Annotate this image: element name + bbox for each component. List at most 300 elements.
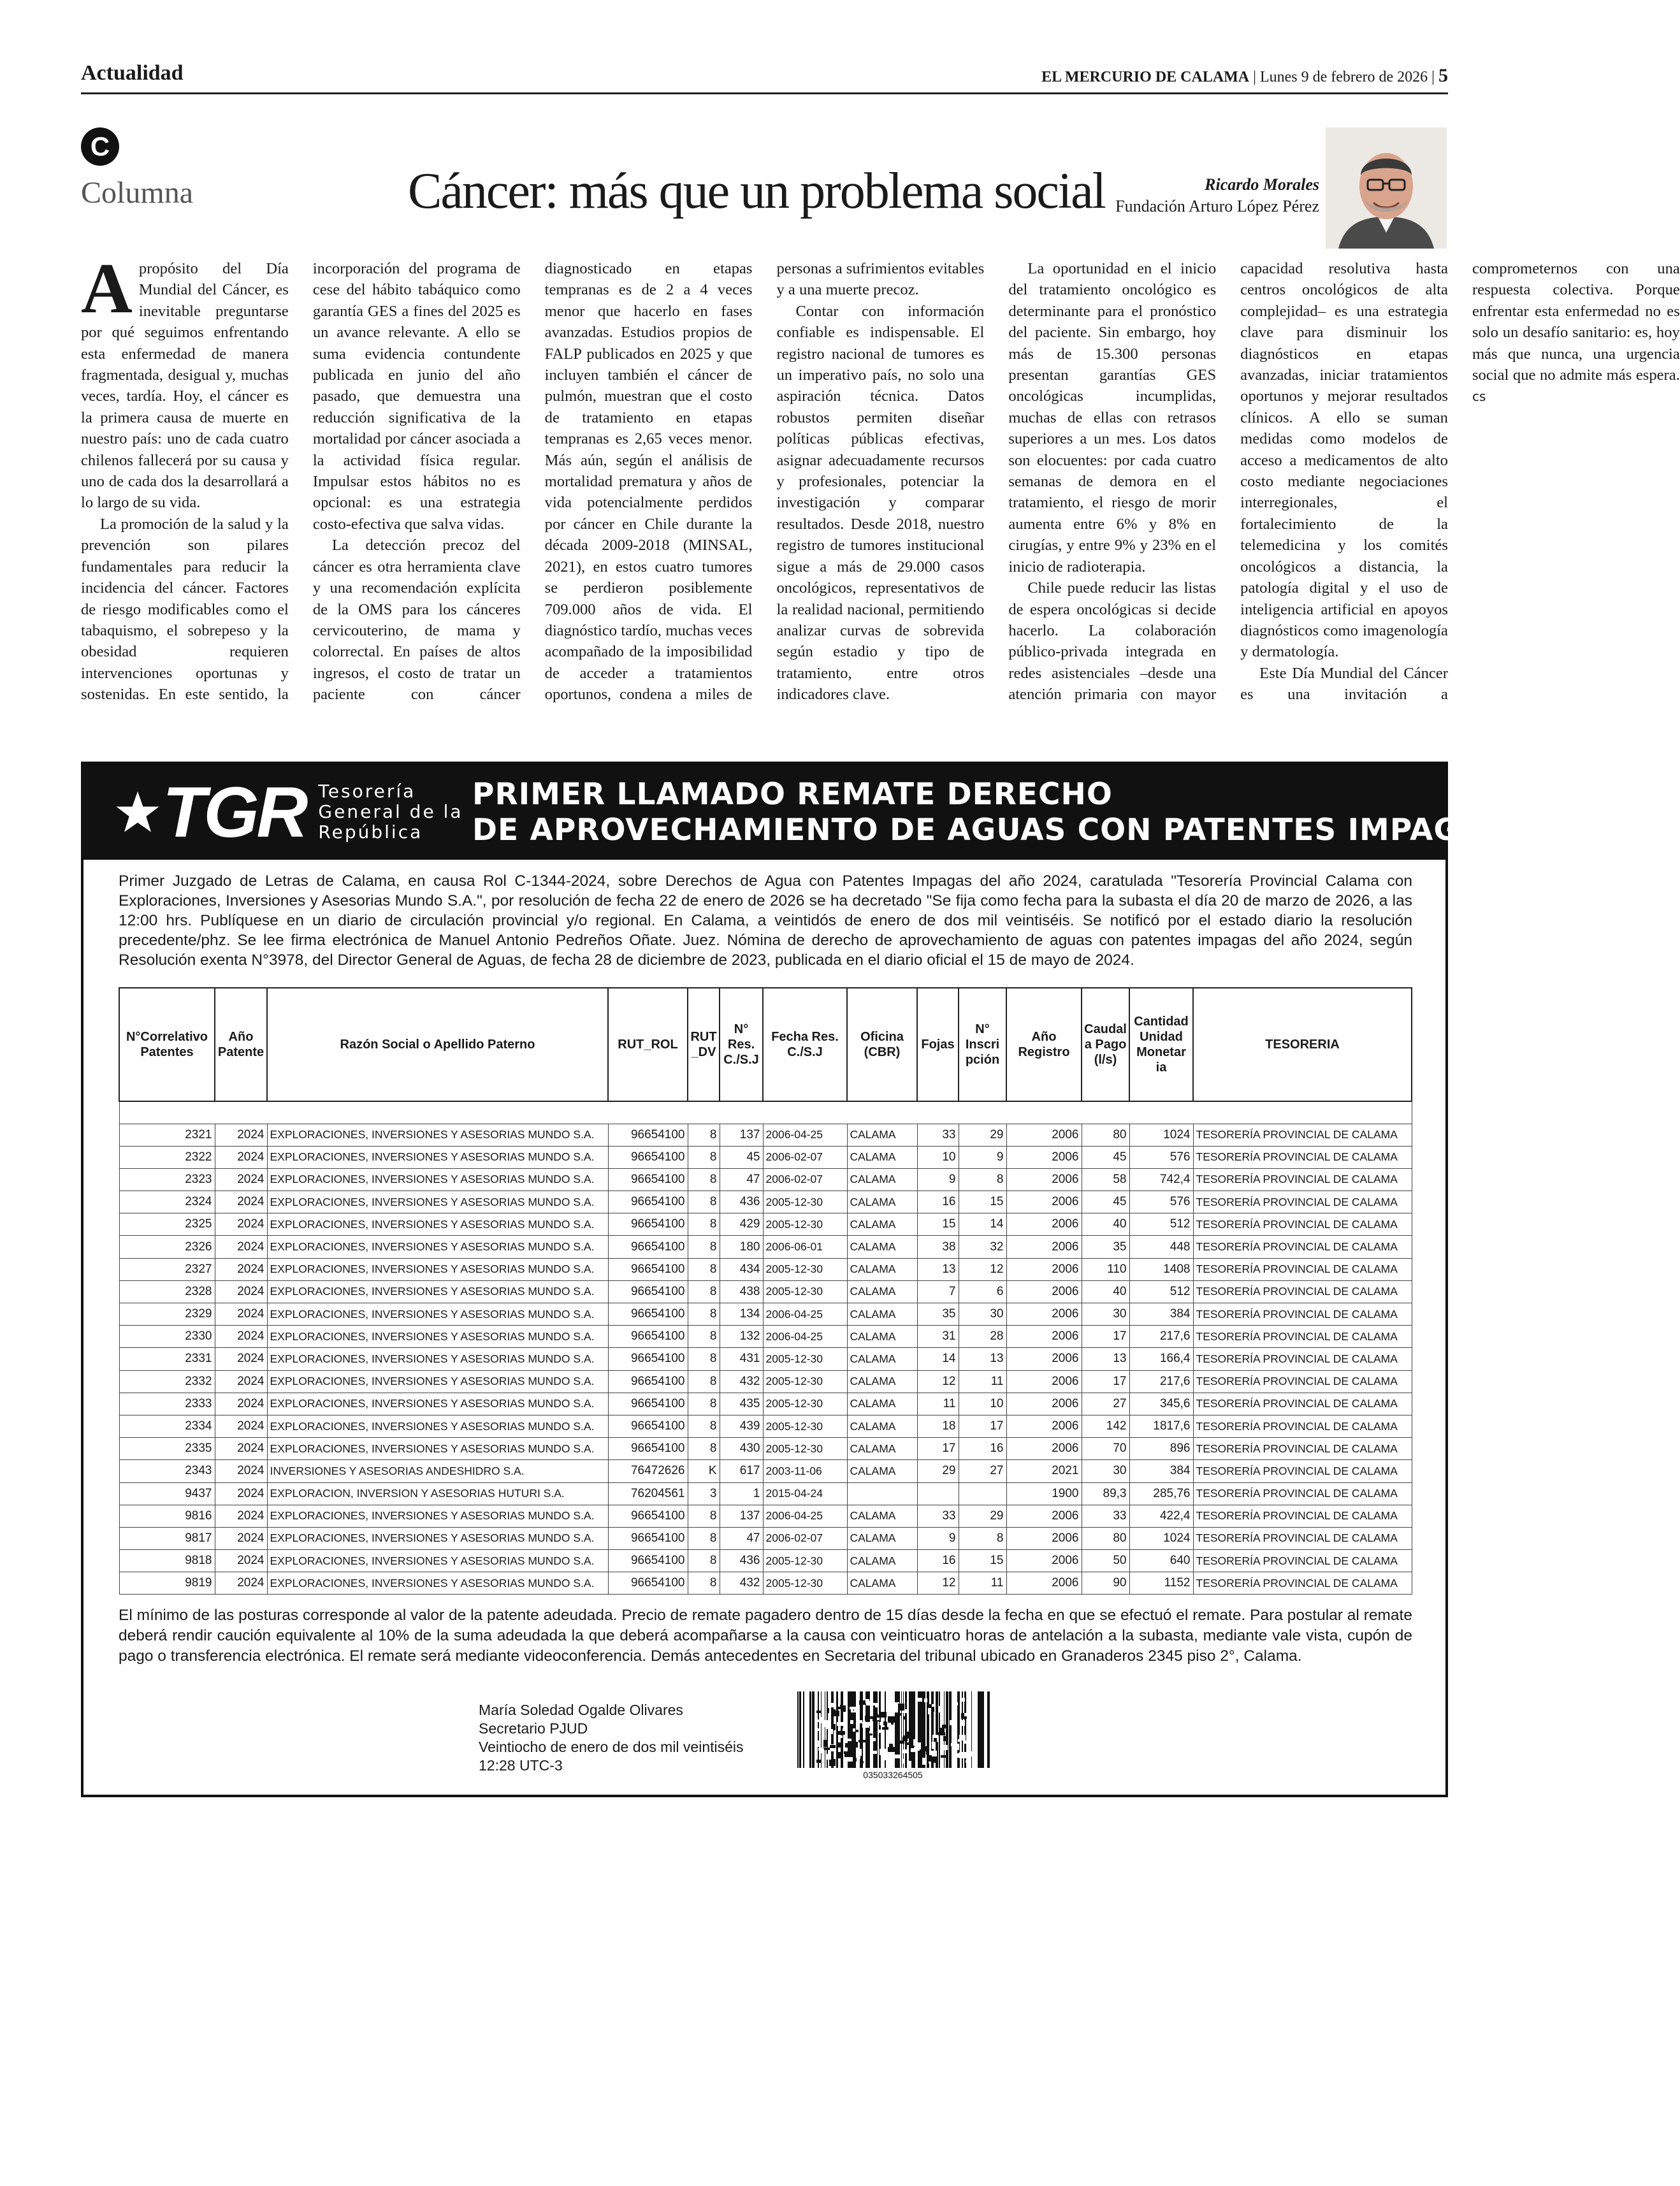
table-cell: 617 [720,1460,763,1482]
table-row [119,1550,1412,1572]
table-cell: 110 [1082,1258,1129,1280]
table-header-cell: RUT _DV [688,988,720,1101]
table-cell: 2006-02-07 [763,1168,847,1191]
table-cell: 89,3 [1082,1482,1129,1505]
table-cell: EXPLORACIONES, INVERSIONES Y ASESORIAS MUNDO S.A. [267,1124,608,1146]
table-cell: 3 [688,1482,720,1505]
table-cell: 8 [688,1236,720,1258]
portrait-illustration-icon [1326,127,1447,249]
table-cell [917,1482,959,1505]
table-cell: 2322 [119,1146,215,1168]
page-header [81,61,1448,94]
table-cell: 2006-06-01 [763,1236,847,1258]
table-cell: 1817,6 [1129,1415,1193,1437]
table-cell: EXPLORACIONES, INVERSIONES Y ASESORIAS MUNDO S.A. [267,1280,608,1303]
table-cell: CALAMA [847,1280,917,1303]
table-cell: EXPLORACIONES, INVERSIONES Y ASESORIAS MUNDO S.A. [267,1168,608,1191]
table-header-cell: Cantidad Unidad Monetar ia [1129,988,1193,1101]
table-cell: CALAMA [847,1326,917,1348]
signature-date: Veintiocho de enero de dos mil veintiséis [479,1739,744,1755]
table-cell: 2024 [215,1236,267,1258]
table-cell: EXPLORACIONES, INVERSIONES Y ASESORIAS MUNDO S.A. [267,1326,608,1348]
patents-table-wrapper [119,987,1412,1595]
table-cell: TESORERÍA PROVINCIAL DE CALAMA [1193,1482,1412,1505]
table-cell: 384 [1129,1460,1193,1482]
table-cell: 512 [1129,1280,1193,1303]
signature-time: 12:28 UTC-3 [479,1757,563,1774]
table-cell: EXPLORACIONES, INVERSIONES Y ASESORIAS MUNDO S.A. [267,1348,608,1370]
table-cell: EXPLORACION, INVERSION Y ASESORIAS HUTURI S.A. [267,1482,608,1505]
table-cell: 2006-04-25 [763,1124,847,1146]
table-cell: 96654100 [608,1348,688,1370]
table-cell: 8 [688,1146,720,1168]
table-cell: 96654100 [608,1258,688,1280]
auction-notice [81,762,1505,1797]
table-cell: 2024 [215,1572,267,1595]
table-cell: 2005-12-30 [763,1572,847,1595]
table-header-cell: Año Patente [215,988,267,1101]
table-cell: 2321 [119,1124,215,1146]
table-cell: TESORERÍA PROVINCIAL DE CALAMA [1193,1527,1412,1549]
table-cell: 2328 [119,1280,215,1303]
table-header-cell: Fojas [917,988,959,1101]
table-row [119,1280,1412,1303]
table-cell: 2335 [119,1438,215,1460]
table-cell: 96654100 [608,1550,688,1572]
table-cell: 8 [688,1303,720,1326]
table-cell: CALAMA [847,1303,917,1326]
table-cell: EXPLORACIONES, INVERSIONES Y ASESORIAS MUNDO S.A. [267,1527,608,1549]
article-paragraph-7: Este Día Mundial del Cáncer es una invitación a comprometernos con una respuesta colectiva. Porque enfrentar esta enfermedad no es solo un desafío sanitario: es, hoy más que nunca, una urgencia social que no admite más espera. cs [1240,260,1680,704]
table-cell: 2005-12-30 [763,1415,847,1437]
table-cell: 96654100 [608,1326,688,1348]
table-cell: 448 [1129,1236,1193,1258]
table-cell: 8 [688,1550,720,1572]
table-cell: 345,6 [1129,1393,1193,1415]
table-cell: 640 [1129,1550,1193,1572]
table-cell: TESORERÍA PROVINCIAL DE CALAMA [1193,1191,1412,1213]
table-cell: 8 [688,1393,720,1415]
table-cell: 96654100 [608,1370,688,1393]
table-cell: 439 [720,1415,763,1437]
table-cell: 11 [959,1572,1006,1595]
table-cell: 2332 [119,1370,215,1393]
table-cell: 132 [720,1326,763,1348]
table-cell: 217,6 [1129,1370,1193,1393]
tgr-logo-subtitle: Tesorería General de la República [318,781,463,843]
table-row [119,1393,1412,1415]
table-cell: 8 [688,1370,720,1393]
table-cell: 742,4 [1129,1168,1193,1191]
table-row [119,1505,1412,1527]
table-header-cell: Caudal a Pago (l/s) [1082,988,1129,1101]
table-cell: TESORERÍA PROVINCIAL DE CALAMA [1193,1213,1412,1236]
table-cell: 2006 [1006,1572,1082,1595]
table-cell: EXPLORACIONES, INVERSIONES Y ASESORIAS MUNDO S.A. [267,1505,608,1527]
star-icon [115,790,160,834]
table-cell: 27 [1082,1393,1129,1415]
table-header-cell: Oficina (CBR) [847,988,917,1101]
table-cell: 2005-12-30 [763,1370,847,1393]
table-cell: 2024 [215,1348,267,1370]
table-cell: 9437 [119,1482,215,1505]
table-cell: 16 [917,1191,959,1213]
table-cell: TESORERÍA PROVINCIAL DE CALAMA [1193,1124,1412,1146]
table-cell: 285,76 [1129,1482,1193,1505]
table-cell: 96654100 [608,1280,688,1303]
table-cell: 2024 [215,1370,267,1393]
table-cell: 134 [720,1303,763,1326]
table-cell: 2333 [119,1393,215,1415]
table-header-cell: N° Res. C./S.J [720,988,763,1101]
table-cell: 384 [1129,1303,1193,1326]
table-cell: 2005-12-30 [763,1438,847,1460]
table-cell: TESORERÍA PROVINCIAL DE CALAMA [1193,1303,1412,1326]
table-row [119,1370,1412,1393]
table-cell: 2327 [119,1258,215,1280]
column-badge: C [81,127,119,166]
table-cell: EXPLORACIONES, INVERSIONES Y ASESORIAS MUNDO S.A. [267,1550,608,1572]
table-cell: 2024 [215,1415,267,1437]
table-cell: 90 [1082,1572,1129,1595]
table-cell: 2006 [1006,1527,1082,1549]
table-cell: 12 [917,1572,959,1595]
table-cell: 40 [1082,1213,1129,1236]
table-cell: 8 [688,1415,720,1437]
table-cell: 96654100 [608,1415,688,1437]
table-cell: 2326 [119,1236,215,1258]
table-cell: 2006 [1006,1124,1082,1146]
table-row [119,1348,1412,1370]
table-cell: 2330 [119,1326,215,1348]
table-cell: 11 [917,1393,959,1415]
table-cell: 2024 [215,1505,267,1527]
table-cell: 76204561 [608,1482,688,1505]
table-cell: CALAMA [847,1168,917,1191]
article-paragraph-3: La detección precoz del cáncer es otra herramienta clave y una recomendación explícita de la OMS para los cánceres cervicouterino, de mama y colorrectal. En países de altos ingresos, el costo de tratar un paciente con cáncer diagnosticado en etapas tempranas es de 2 a 4 veces menor que hacerlo en fases avanzadas. Estudios propios de FALP publicados en 2025 y que incluyen también el cáncer de pulmón, muestran que el costo de tratamiento en etapas tempranas es 2,65 veces menor. Más aún, según el análisis de mortalidad prematura y años de vida potencialmente perdidos por cáncer en Chile durante la década 2009-2018 (MINSAL, 2021), en estos cuatro tumores se perdieron posiblemente 709.000 años de vida. El diagnóstico tardío, muchas veces acompañado de la imposibilidad de acceder a tratamientos oportunos, condena a miles de personas a sufrimientos evitables y a una muerte precoz. [312,260,985,704]
table-cell: 2006 [1006,1326,1082,1348]
table-cell: 896 [1129,1438,1193,1460]
table-cell: EXPLORACIONES, INVERSIONES Y ASESORIAS MUNDO S.A. [267,1415,608,1437]
table-row [119,1146,1412,1168]
table-cell: 50 [1082,1550,1129,1572]
table-cell: 13 [959,1348,1006,1370]
table-cell: 2005-12-30 [763,1258,847,1280]
table-cell: 217,6 [1129,1326,1193,1348]
notice-footer: El mínimo de las posturas corresponde al valor de la patente adeudada. Precio de remate pagadero dentro de 15 días desde la fecha en que se efectuó el remate. Para postular al remate deberá rendir caución equivalente al 10% de la suma adeudada la que deberá acompañarse a la causa con veinticuatro horas de antelación a la subasta, mediante vale vista, cupón de pago o transferencia electrónica. El remate será mediante videoconferencia. Demás antecedentes en Secretaria del tribunal ubicado en Granaderos 2345 piso 2°, Calama. [119,1607,1412,1665]
table-cell [959,1482,1006,1505]
table-cell: 10 [959,1393,1006,1415]
table-cell: 2006 [1006,1280,1082,1303]
article-paragraph-6: Chile puede reducir las listas de espera oncológicas si decide hacerlo. La colaboración público-privada integrada en redes asistenciales –desde una atención primaria con mayor capacidad resolutiva hasta centros oncológicos de alta complejidad– es una estrategia clave para disminuir los diagnósticos en etapas avanzadas, iniciar tratamientos oportunos y mejorar resultados clínicos. A ello se suman medidas como modelos de acceso a medicamentos de alto costo mediante negociaciones interregionales, el fortalecimiento de la telemedicina y los comités oncológicos a distancia, la patología digital y el uso de inteligencia artificial en apoyos diagnósticos como imagenología y dermatología. [1008,260,1448,704]
table-cell: 47 [720,1168,763,1191]
table-cell: TESORERÍA PROVINCIAL DE CALAMA [1193,1280,1412,1303]
table-cell: 576 [1129,1146,1193,1168]
table-cell: 96654100 [608,1213,688,1236]
table-cell: 2006 [1006,1415,1082,1437]
author-name: Ricardo Morales [1205,175,1319,194]
table-cell: 29 [917,1460,959,1482]
table-cell: 15 [917,1213,959,1236]
table-row [119,1258,1412,1280]
table-cell: CALAMA [847,1438,917,1460]
table-cell: 9 [917,1527,959,1549]
table-cell: 2006 [1006,1550,1082,1572]
table-cell: CALAMA [847,1146,917,1168]
table-cell: 96654100 [608,1505,688,1527]
table-cell: 35 [1082,1236,1129,1258]
table-cell: 435 [720,1393,763,1415]
table-cell: 7 [917,1280,959,1303]
table-cell: TESORERÍA PROVINCIAL DE CALAMA [1193,1393,1412,1415]
table-cell: 18 [917,1415,959,1437]
table-cell: 2024 [215,1124,267,1146]
table-cell: 8 [688,1326,720,1348]
table-cell: 29 [959,1124,1006,1146]
table-row [119,1213,1412,1236]
table-cell: 2024 [215,1258,267,1280]
barcode-number: 035033264505 [863,1770,923,1780]
table-cell: 13 [917,1258,959,1280]
table-cell: EXPLORACIONES, INVERSIONES Y ASESORIAS MUNDO S.A. [267,1213,608,1236]
table-cell: 10 [917,1146,959,1168]
table-cell: 33 [917,1124,959,1146]
table-cell: CALAMA [847,1527,917,1549]
table-cell: EXPLORACIONES, INVERSIONES Y ASESORIAS MUNDO S.A. [267,1191,608,1213]
table-cell: 30 [1082,1460,1129,1482]
table-cell: 2005-12-30 [763,1280,847,1303]
table-cell: 2334 [119,1415,215,1437]
table-cell: CALAMA [847,1348,917,1370]
table-cell: 2005-12-30 [763,1348,847,1370]
table-cell: 1 [720,1482,763,1505]
table-cell: CALAMA [847,1550,917,1572]
table-cell: 2006 [1006,1236,1082,1258]
table-cell: 15 [959,1550,1006,1572]
table-cell: TESORERÍA PROVINCIAL DE CALAMA [1193,1460,1412,1482]
table-cell: 33 [1082,1505,1129,1527]
table-cell: 45 [1082,1191,1129,1213]
header-meta [1041,65,1448,87]
notice-title: PRIMER LLAMADO REMATE DERECHO DE APROVECHAMIENTO DE AGUAS CON PATENTES IMPAGAS [472,777,1505,848]
table-header-cell: Año Registro [1006,988,1082,1101]
table-row [119,1527,1412,1549]
table-cell: 15 [959,1191,1006,1213]
table-cell: 137 [720,1124,763,1146]
table-cell: 2024 [215,1280,267,1303]
table-cell: 432 [720,1572,763,1595]
table-cell: 9817 [119,1527,215,1549]
table-cell: 45 [1082,1146,1129,1168]
table-cell: 96654100 [608,1438,688,1460]
table-cell: 38 [917,1236,959,1258]
signer-role: Secretario PJUD [479,1720,588,1737]
table-cell [847,1482,917,1505]
table-cell: 45 [720,1146,763,1168]
table-cell: 2024 [215,1438,267,1460]
table-cell: CALAMA [847,1258,917,1280]
table-cell: CALAMA [847,1460,917,1482]
end-mark-icon: cs [1472,389,1486,405]
table-row [119,1415,1412,1437]
table-cell: 2006 [1006,1303,1082,1326]
table-cell: INVERSIONES Y ASESORIAS ANDESHIDRO S.A. [267,1460,608,1482]
table-row [119,1438,1412,1460]
table-cell: CALAMA [847,1370,917,1393]
table-header-row [119,988,1412,1101]
table-cell: CALAMA [847,1236,917,1258]
table-cell: 96654100 [608,1124,688,1146]
table-cell: 13 [1082,1348,1129,1370]
table-cell: 2005-12-30 [763,1213,847,1236]
table-cell: 1024 [1129,1527,1193,1549]
table-cell: 431 [720,1348,763,1370]
table-cell: 9816 [119,1505,215,1527]
table-cell: 70 [1082,1438,1129,1460]
table-cell: 96654100 [608,1572,688,1595]
table-cell: 166,4 [1129,1348,1193,1370]
issue-date: | Lunes 9 de febrero de 2026 | [1253,69,1435,85]
table-cell: CALAMA [847,1572,917,1595]
article-body [81,249,1680,723]
table-cell: 429 [720,1213,763,1236]
signature-block [479,1701,744,1775]
table-cell: 17 [1082,1326,1129,1348]
table-cell: 80 [1082,1124,1129,1146]
table-cell: 2024 [215,1550,267,1572]
table-cell: 2024 [215,1527,267,1549]
table-cell: 8 [688,1124,720,1146]
table-cell: 8 [688,1505,720,1527]
table-cell: TESORERÍA PROVINCIAL DE CALAMA [1193,1168,1412,1191]
table-cell: 12 [959,1258,1006,1280]
table-cell: 40 [1082,1280,1129,1303]
table-cell: 432 [720,1370,763,1393]
table-cell: 2024 [215,1393,267,1415]
table-cell: 96654100 [608,1191,688,1213]
table-cell: 2006-04-25 [763,1505,847,1527]
table-row [119,1124,1412,1146]
table-cell: 29 [959,1505,1006,1527]
table-cell: 17 [917,1438,959,1460]
table-row [119,1191,1412,1213]
table-cell: EXPLORACIONES, INVERSIONES Y ASESORIAS MUNDO S.A. [267,1370,608,1393]
table-cell: 2325 [119,1213,215,1236]
table-cell: 12 [917,1370,959,1393]
signer-name: María Soledad Ogalde Olivares [479,1702,683,1718]
table-body [119,1101,1412,1595]
table-cell: 512 [1129,1213,1193,1236]
table-cell: 576 [1129,1191,1193,1213]
article-headline: Cáncer: más que un problema social [408,163,1105,219]
table-cell: 9 [959,1146,1006,1168]
publication-name: EL MERCURIO DE CALAMA [1041,69,1250,85]
table-cell: 8 [688,1213,720,1236]
table-cell: EXPLORACIONES, INVERSIONES Y ASESORIAS MUNDO S.A. [267,1438,608,1460]
table-cell: 2006 [1006,1348,1082,1370]
drop-cap: A [81,249,133,328]
table-cell: 434 [720,1258,763,1280]
table-cell: 2015-04-24 [763,1482,847,1505]
table-cell: EXPLORACIONES, INVERSIONES Y ASESORIAS MUNDO S.A. [267,1146,608,1168]
table-cell: 27 [959,1460,1006,1482]
table-cell: 2005-12-30 [763,1550,847,1572]
table-cell: 2329 [119,1303,215,1326]
table-cell: EXPLORACIONES, INVERSIONES Y ASESORIAS MUNDO S.A. [267,1258,608,1280]
table-cell: 8 [688,1527,720,1549]
table-cell: 438 [720,1280,763,1303]
patents-table [119,987,1412,1595]
table-cell: 8 [688,1168,720,1191]
table-cell: 76472626 [608,1460,688,1482]
notice-banner [83,764,1505,860]
table-cell: TESORERÍA PROVINCIAL DE CALAMA [1193,1550,1412,1572]
table-cell: K [688,1460,720,1482]
table-cell: 9818 [119,1550,215,1572]
author-organization: Fundación Arturo López Pérez [1115,197,1319,215]
table-cell: 96654100 [608,1303,688,1326]
table-cell: 2324 [119,1191,215,1213]
table-cell: 2006-04-25 [763,1326,847,1348]
table-cell: 31 [917,1326,959,1348]
table-cell: 33 [917,1505,959,1527]
table-cell: 2024 [215,1146,267,1168]
table-cell: 9 [917,1168,959,1191]
article-paragraph-4: Contar con información confiable es indispensable. El registro nacional de tumores es un imperativo país, no solo una aspiración técnica. Datos robustos permiten diseñar políticas públicas efectivas, asignar adecuadamente recursos y profesionales, potenciar la investigación y comparar resultados. Desde 2018, nuestro registro de tumores institucional sigue a más de 29.000 casos oncológicos, representativos de la realidad nacional, permitiendo analizar curvas de sobrevida según estadio y tipo de tratamiento, entre otros indicadores clave. [776,302,985,704]
table-cell: 2006 [1006,1258,1082,1280]
table-cell: 96654100 [608,1393,688,1415]
table-cell: 96654100 [608,1527,688,1549]
table-cell: 436 [720,1191,763,1213]
table-cell: 8 [688,1280,720,1303]
page-number: 5 [1438,65,1448,86]
table-header-cell: Fecha Res. C./S.J [763,988,847,1101]
table-row [119,1572,1412,1595]
table-cell: TESORERÍA PROVINCIAL DE CALAMA [1193,1258,1412,1280]
table-cell: 180 [720,1236,763,1258]
table-cell: 2006-02-07 [763,1527,847,1549]
table-cell: 80 [1082,1527,1129,1549]
article-paragraph-5: La oportunidad en el inicio del tratamiento oncológico es determinante para el pronóstico del paciente. Sin embargo, hoy más de 15.300 personas presentan garantías GES oncológicas incumplidas, muchas de ellas con retrasos superiores a un mes. Los datos son elocuentes: por cada cuatro semanas de demora en el tratamiento, el riesgo de morir aumenta entre 6% y 8% en cirugías, y entre 9% y 23% en el inicio de radioterapia. [1008,260,1217,575]
table-cell: 2024 [215,1213,267,1236]
table-cell: 2024 [215,1326,267,1348]
author-byline [1115,175,1319,216]
table-cell: 2006-04-25 [763,1303,847,1326]
table-row [119,1236,1412,1258]
table-cell: 430 [720,1438,763,1460]
table-cell: TESORERÍA PROVINCIAL DE CALAMA [1193,1348,1412,1370]
table-cell: 9819 [119,1572,215,1595]
table-cell: 17 [959,1415,1006,1437]
table-cell: 16 [917,1550,959,1572]
table-cell: EXPLORACIONES, INVERSIONES Y ASESORIAS MUNDO S.A. [267,1236,608,1258]
tgr-logo [115,772,463,852]
table-cell: 8 [688,1258,720,1280]
table-cell: 58 [1082,1168,1129,1191]
table-cell: 2006 [1006,1213,1082,1236]
table-cell: 14 [917,1348,959,1370]
table-cell: 2024 [215,1191,267,1213]
table-cell: 2024 [215,1482,267,1505]
table-cell: 436 [720,1550,763,1572]
table-cell: CALAMA [847,1505,917,1527]
table-cell: 96654100 [608,1236,688,1258]
tgr-logo-text: TGR [163,772,306,852]
table-row [119,1303,1412,1326]
table-cell: CALAMA [847,1393,917,1415]
table-header-cell: Razón Social o Apellido Paterno [267,988,608,1101]
table-cell: 2331 [119,1348,215,1370]
